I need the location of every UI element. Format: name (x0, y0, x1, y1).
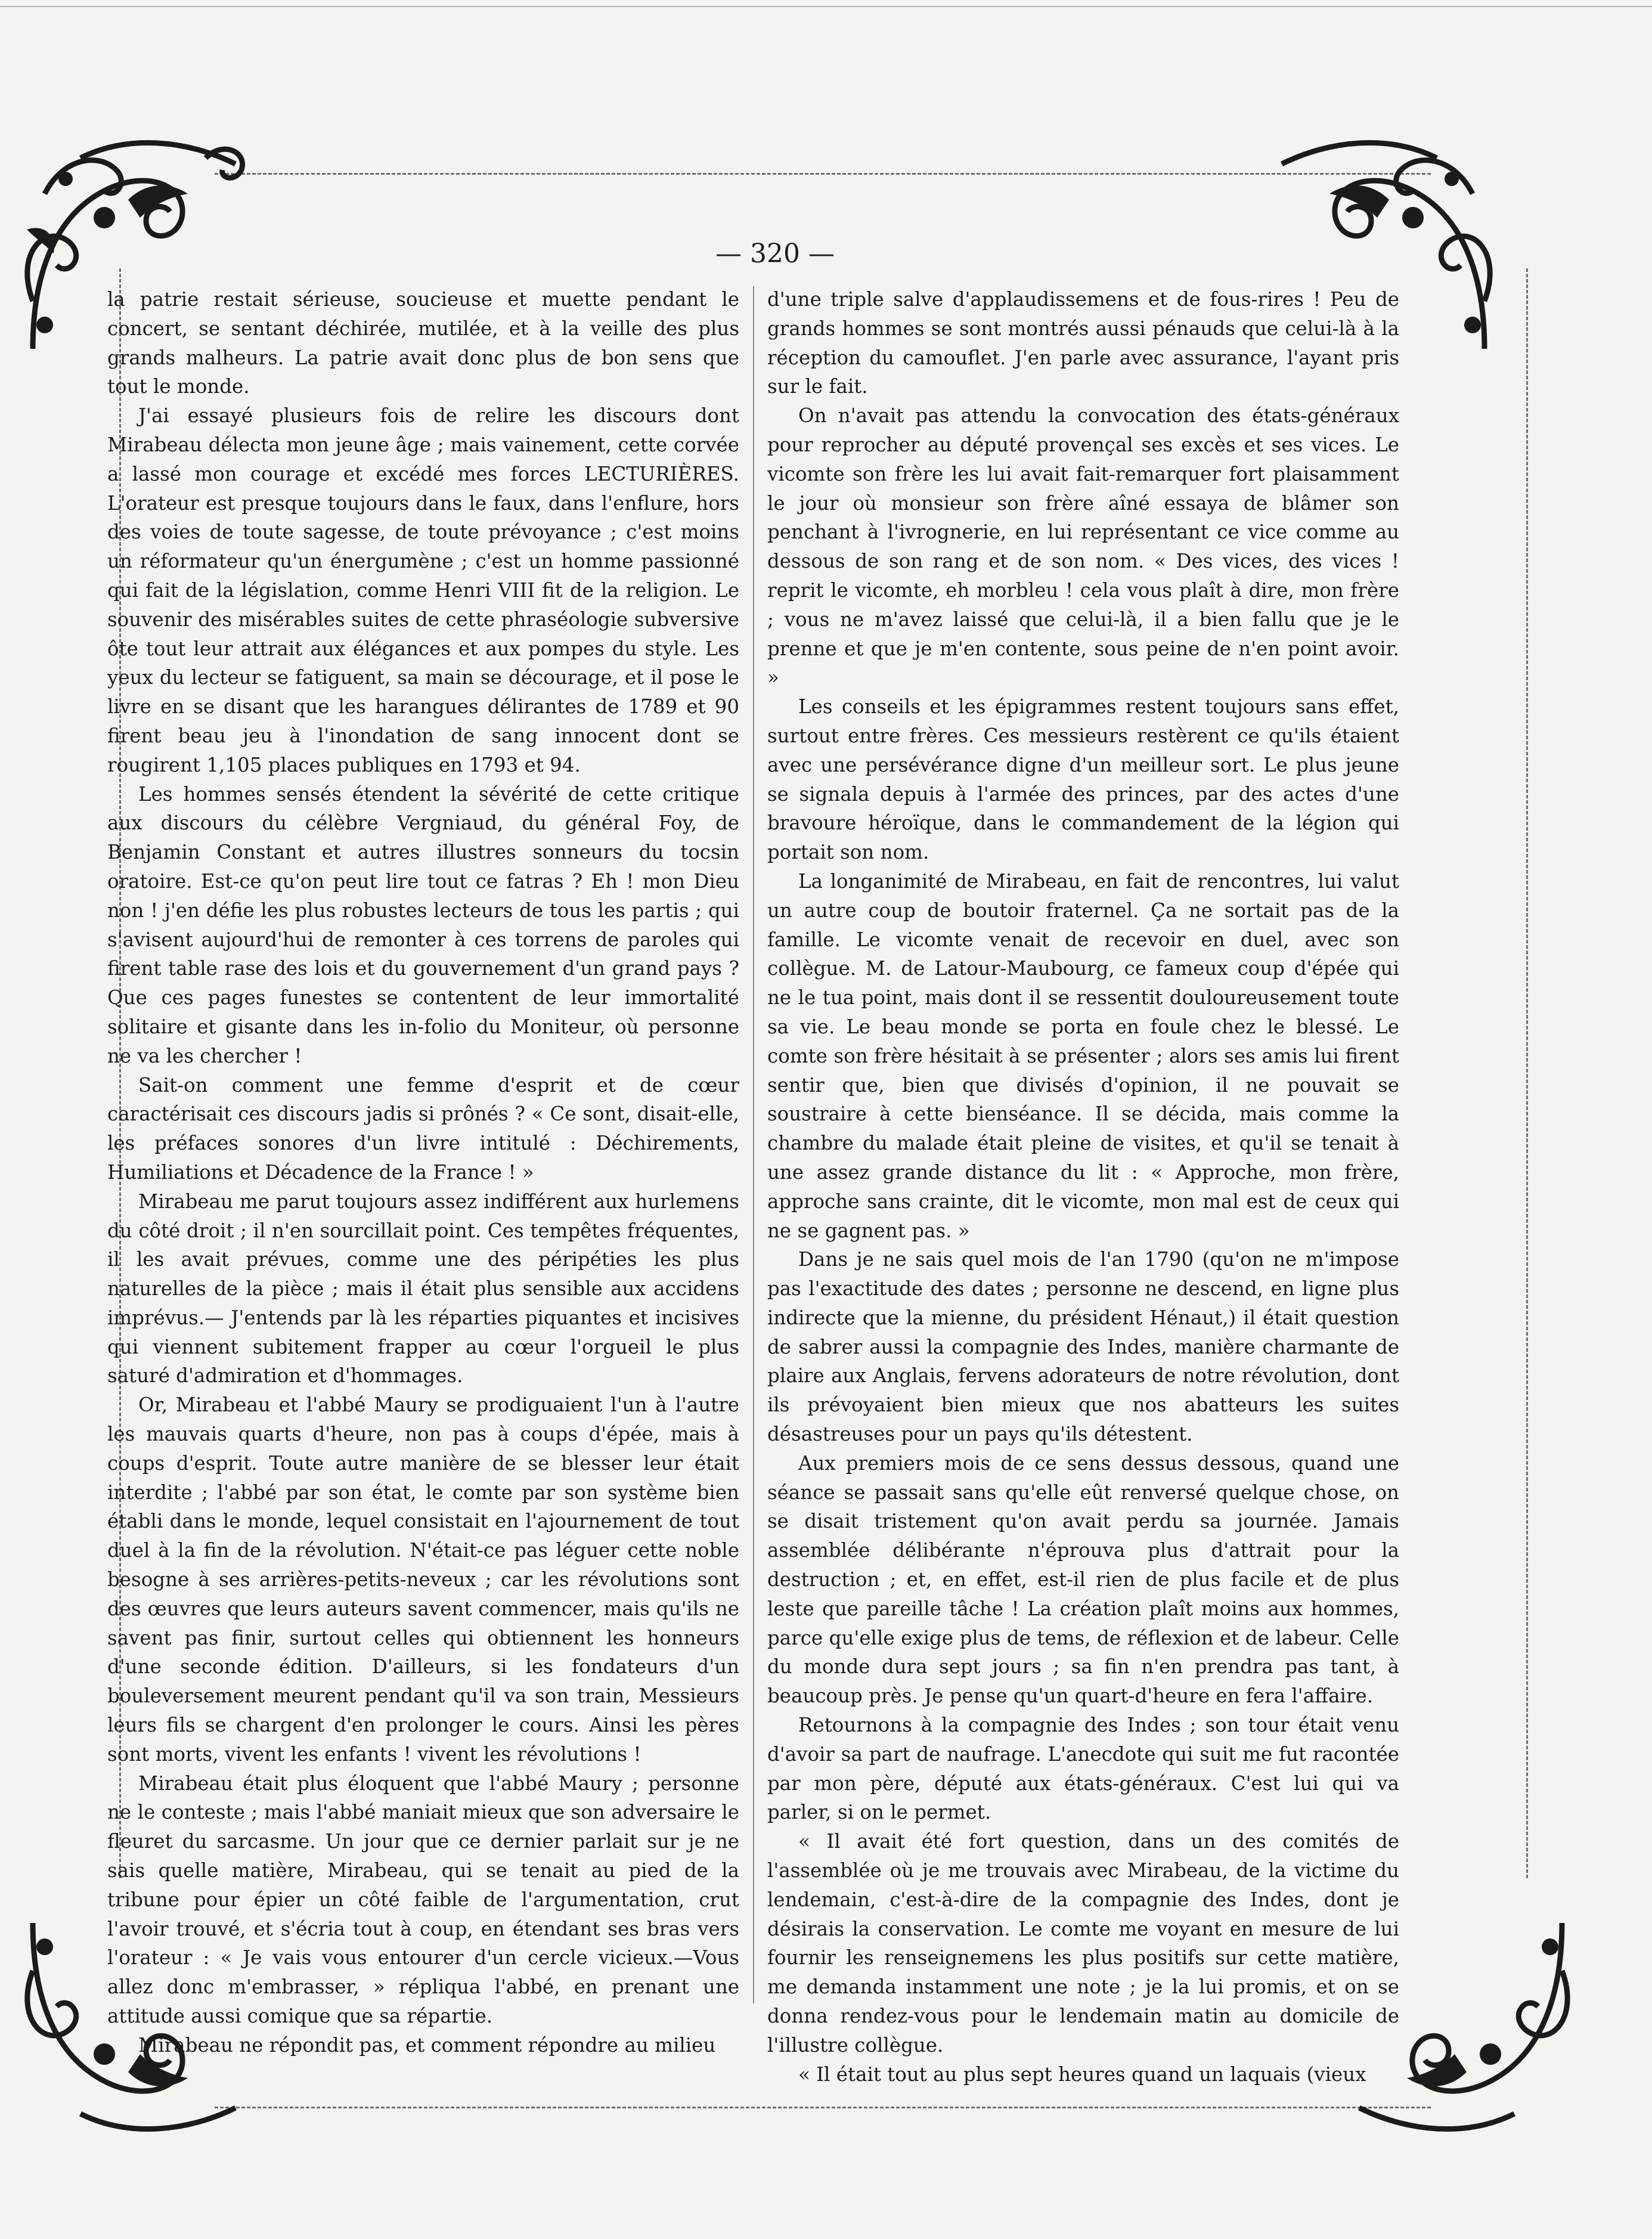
page-number: — 320 — (715, 239, 835, 269)
top-edge-rule (0, 6, 1652, 7)
paragraph: Mirabeau était plus éloquent que l'abbé Maury ; personne ne le conteste ; mais l'abbé maniait mieux que son adversaire le fleuret du sarcasme. Un jour que ce dernier parlait sur je ne sais quelle matière, Mirabeau, qui se tenait au pied de la tribune pour épier un côté faible de l'argumentation, crut l'avoir trouvé, et s'écria tout à coup, en étendant ses bras vers l'orateur : « Je vais vous entourer d'un cercle vicieux.—Vous allez donc m'embrasser, » répliqua l'abbé, en prenant une attitude aussi comique que sa répartie. (107, 1772, 739, 2028)
paragraph: Dans je ne sais quel mois de l'an 1790 (qu'on ne m'impose pas l'exactitude des dates ; personne ne descend, en ligne plus indirecte que la mienne, du président Hénaut,) il était question de sabrer aussi la compagnie des Indes, manière charmante de plaire aux Anglais, fervens adorateurs de notre révolution, dont ils prévoyaient bien mieux que nos abatteurs les suites désastreuses pour un pays qu'ils détestent. (767, 1248, 1399, 1446)
paragraph: la patrie restait sérieuse, soucieuse et muette pendant le concert, se sentant déchirée, mutilée, et à la veille des plus grands malheurs. La patrie avait donc plus de bon sens que tout le monde. (107, 288, 739, 398)
paragraph: J'ai essayé plusieurs fois de relire les discours dont Mirabeau délecta mon jeune âge ; mais vainement, cette corvée a lassé mon courage et excédé mes forces LECTURIÈRES. L'orateur est presque toujours dans le faux, dans l'enflure, hors des voies de toute sagesse, de toute prévoyance ; c'est moins un réformateur qu'un énergumène ; c'est un homme passionné qui fait de la législation, comme Henri VIII fit de la religion. Le souvenir des misérables suites de cette phraséologie subversive ôte tout leur attrait aux élégances et aux pompes du style. Les yeux du lecteur se fatiguent, sa main se décourage, et il pose le livre en se disant que les harangues délirantes de 1789 et 90 firent beau jeu à l'inondation de sang innocent dont se rougirent 1,105 places publiques en 1793 et 94. (107, 404, 739, 776)
paragraph: d'une triple salve d'applaudissemens et de fous-rires ! Peu de grands hommes se sont montrés aussi pénauds que celui-là à la réception du camouflet. J'en parle avec assurance, l'ayant pris sur le fait. (767, 288, 1399, 398)
column-divider (753, 286, 754, 2003)
right-column (767, 285, 1399, 2089)
paragraph: « Il avait été fort question, dans un des comités de l'assemblée où je me trouvais avec Mirabeau, de la victime du lendemain, c'est-à-dire de la compagnie des Indes, dont je désirais la conservation. Le comte me voyant en mesure de lui fournir les renseignemens les plus positifs sur cette matière, me demanda instamment une note ; je la lui promis, et on se donna rendez-vous pour le lendemain matin au domicile de l'illustre collègue. (767, 1830, 1399, 2057)
paragraph: Sait-on comment une femme d'esprit et de cœur caractérisait ces discours jadis si prônés ? « Ce sont, disait-elle, les préfaces sonores d'un livre intitulé : Déchirements, Humiliations et Décadence de la France ! » (107, 1073, 739, 1184)
paragraph: Les conseils et les épigrammes restent toujours sans effet, surtout entre frères. Ces messieurs restèrent ce qu'ils étaient avec une persévérance digne d'un meilleur sort. Le plus jeune se signala depuis à l'armée des princes, par des actes d'une bravoure héroïque, dans le commandement de la légion qui portait son nom. (767, 695, 1399, 864)
paragraph: Aux premiers mois de ce sens dessus dessous, quand une séance se passait sans qu'elle eût renversé quelque chose, on se disait tristement qu'on avait perdu sa journée. Jamais assemblée délibérante n'éprouva plus d'attrait pour la destruction ; et, en effet, est-il rien de plus facile et de plus leste que pareille tâche ! La création plaît moins aux hommes, parce qu'elle exige plus de tems, de réflexion et de labeur. Celle du monde dura sept jours ; sa fin n'en prendra pas tant, à beaucoup près. Je pense qu'un quart-d'heure en fera l'affaire. (767, 1451, 1399, 1708)
paragraph: Mirabeau ne répondit pas, et comment répondre au milieu (138, 2033, 716, 2057)
paragraph: Mirabeau me parut toujours assez indifférent aux hurlemens du côté droit ; il n'en sourcillait point. Ces tempêtes fréquentes, il les avait prévues, comme une des péripéties les plus naturelles de la pièce ; mais il était plus sensible aux accidens imprévus.— J'entends par là les réparties piquantes et incisives qui viennent subitement frapper au cœur l'orgueil le plus saturé d'admiration et d'hommages. (107, 1190, 739, 1388)
paragraph: Retournons à la compagnie des Indes ; son tour était venu d'avoir sa part de naufrage. L'anecdote qui suit me fut racontée par mon père, député aux états-généraux. C'est lui qui va parler, si on le permet. (767, 1714, 1399, 1824)
paragraph: « Il était tout au plus sept heures quand un laquais (vieux (798, 2063, 1366, 2086)
paragraph: Les hommes sensés étendent la sévérité de cette critique aux discours du célèbre Vergniaud, du général Foy, de Benjamin Constant et autres illustres sonneurs du tocsin oratoire. Est-ce qu'on peut lire tout ce fatras ? Eh ! mon Dieu non ! j'en défie les plus robustes lecteurs de tous les partis ; qui s'avisent aujourd'hui de remonter à ces torrens de paroles qui firent table rase des lois et du gouvernement d'un grand pays ? Que ces pages funestes se contentent de leur immortalité solitaire et gisante dans les in-folio du Moniteur, où personne ne va les chercher ! (107, 782, 739, 1067)
paragraph: La longanimité de Mirabeau, en fait de rencontres, lui valut un autre coup de boutoir fraternel. Ça ne sortait pas de la famille. Le vicomte venait de recevoir en duel, avec son collègue. M. de Latour-Maubourg, ce fameux coup d'épée qui ne le tua point, mais dont il se ressentit douloureusement toute sa vie. Le beau monde se porta en foule chez le blessé. Le comte son frère hésitait à se présenter ; alors ses amis lui firent sentir que, bien que divisés d'opinion, il ne pouvait se soustraire à cette bienséance. Il se décida, mais comme la chambre du malade était pleine de visites, et qu'il se tenait à une assez grande distance du lit : « Approche, mon frère, approche sans crainte, dit le vicomte, mon mal est de ceux qui ne se gagnent pas. » (767, 869, 1399, 1242)
page-border-right (1526, 268, 1528, 1878)
left-column (107, 285, 739, 2060)
paragraph: Or, Mirabeau et l'abbé Maury se prodiguaient l'un à l'autre les mauvais quarts d'heure, non pas à coups d'épée, mais à coups d'esprit. Toute autre manière de se blesser leur était interdite ; l'abbé par son état, le comte par son système bien établi dans le monde, lequel consistait en l'ajournement de tout duel à la fin de la révolution. N'était-ce pas léguer cette noble besogne à ses arrières-petits-neveux ; car les révolutions sont des œuvres que leurs auteurs savent commencer, mais qu'ils ne savent pas finir, surtout celles qui obtiennent les honneurs d'une seconde édition. D'ailleurs, si les fondateurs d'un bouleversement meurent pendant qu'il va son train, Messieurs leurs fils se chargent d'en prolonger le cours. Ainsi les pères sont morts, vivent les enfants ! vivent les révolutions ! (107, 1393, 739, 1766)
paragraph: On n'avait pas attendu la convocation des états-généraux pour reprocher au député provençal ses excès et ses vices. Le vicomte son frère les lui avait fait-remarquer fort plaisamment le jour où monsieur son frère aîné essaya de blâmer son penchant à l'ivrognerie, en lui représentant ce vice comme au dessous de son rang et de son nom. « Des vices, des vices ! reprit le vicomte, eh morbleu ! cela vous plaît à dire, mon frère ; vous ne m'avez laissé que celui-là, il a bien fallu que je le prenne et que je m'en contente, sous peine de n'en point avoir. » (767, 404, 1399, 689)
